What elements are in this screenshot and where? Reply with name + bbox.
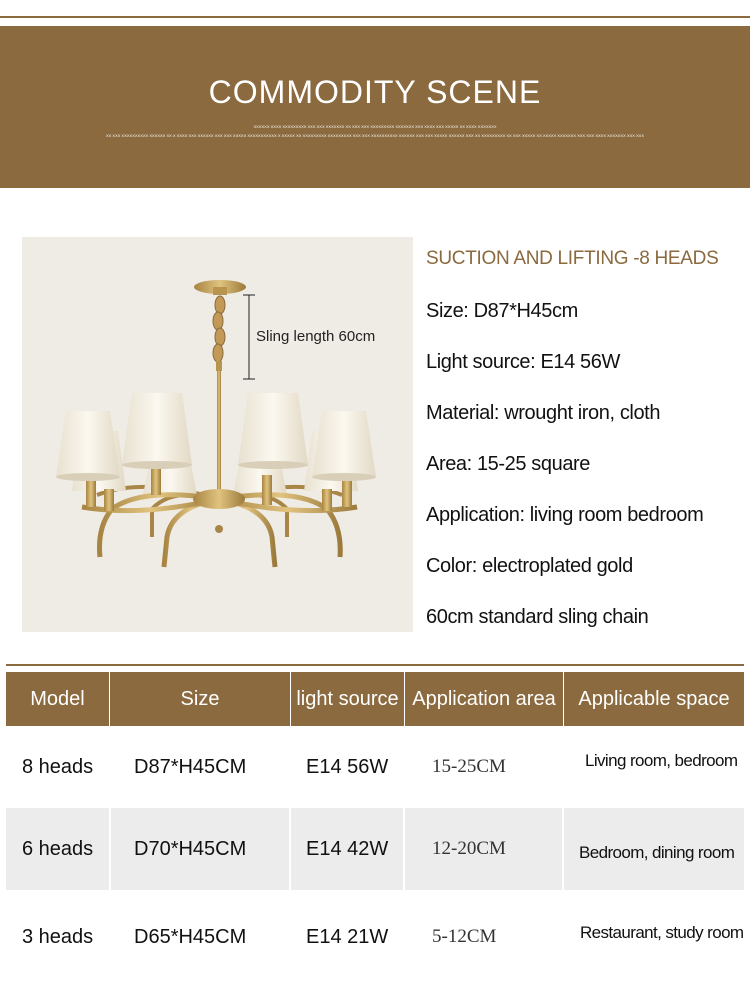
column-separator bbox=[289, 726, 291, 988]
banner-fine-print-1: XXXXXX XXXX XXXXXXXXX XXX XXX XXXXXXX XX XXX XXX XXXXXXXXX XXXXXXX XXX XXXX XXX XXXXX XX XXXX XXXXXXX bbox=[253, 124, 497, 129]
column-separator bbox=[562, 726, 564, 988]
cell-application-area: 12-20CM bbox=[432, 838, 506, 859]
spec-list bbox=[426, 248, 750, 628]
spec-color: Color: electroplated gold bbox=[426, 555, 633, 577]
banner-title: COMMODITY SCENE bbox=[208, 74, 542, 110]
chandelier-photo bbox=[22, 237, 413, 632]
chandelier-illustration bbox=[22, 237, 413, 632]
spec-light-source: Light source: E14 56W bbox=[426, 351, 620, 373]
header-applicable-space: Applicable space bbox=[578, 688, 730, 710]
cell-size: D65*H45CM bbox=[134, 926, 247, 948]
cell-light-source: E14 21W bbox=[306, 926, 389, 948]
cell-application-area: 15-25CM bbox=[432, 756, 506, 777]
table-header-row bbox=[6, 672, 744, 726]
cell-size: D87*H45CM bbox=[134, 756, 247, 778]
spec-title: SUCTION AND LIFTING -8 HEADS bbox=[426, 248, 719, 269]
spec-size: Size: D87*H45cm bbox=[426, 300, 578, 322]
cell-applicable-space: Bedroom, dining room bbox=[579, 843, 735, 862]
header-size: Size bbox=[180, 688, 220, 710]
header-light-source: light source bbox=[296, 688, 399, 710]
table-row bbox=[6, 890, 744, 988]
cell-size: D70*H45CM bbox=[134, 838, 247, 860]
sling-length-label: Sling length 60cm bbox=[256, 328, 376, 345]
cell-applicable-space: Living room, bedroom bbox=[585, 751, 738, 770]
top-divider-line bbox=[0, 16, 750, 18]
column-separator bbox=[109, 726, 111, 988]
cell-model: 8 heads bbox=[22, 756, 94, 778]
table-row bbox=[6, 726, 744, 808]
cell-light-source: E14 42W bbox=[306, 838, 389, 860]
spec-application: Application: living room bedroom bbox=[426, 504, 704, 526]
cell-application-area: 5-12CM bbox=[432, 926, 497, 947]
spec-sling-chain: 60cm standard sling chain bbox=[426, 606, 649, 628]
cell-model: 3 heads bbox=[22, 926, 94, 948]
cell-light-source: E14 56W bbox=[306, 756, 389, 778]
cell-model: 6 heads bbox=[22, 838, 94, 860]
spec-area: Area: 15-25 square bbox=[426, 453, 591, 475]
table-divider-line bbox=[6, 664, 744, 666]
banner-fine-print-2: XX XXX XXXXXXXXXX XXXXXX XX X XXXX XXX XXXXXX XXX XXX XXXXX XXXXXXXXXXX X XXXXX XX XXXXXXXXX XXXXXXXXX XXX XXX XXXXXXXXXX XXXXXX XXX XXX XXXXX XXXXXX XXX XX XXXXXXXXX XX XXX XXXXX XX XXXXX XXXXXXX XXX XXX XXXX XXXXXXX XXX XXX bbox=[105, 133, 645, 138]
cell-applicable-space: Restaurant, study room bbox=[580, 923, 744, 942]
table-row bbox=[6, 808, 744, 890]
header-model: Model bbox=[30, 688, 85, 710]
spec-material: Material: wrought iron, cloth bbox=[426, 402, 661, 424]
header-application-area: Application area bbox=[412, 688, 556, 710]
column-separator bbox=[403, 726, 405, 988]
